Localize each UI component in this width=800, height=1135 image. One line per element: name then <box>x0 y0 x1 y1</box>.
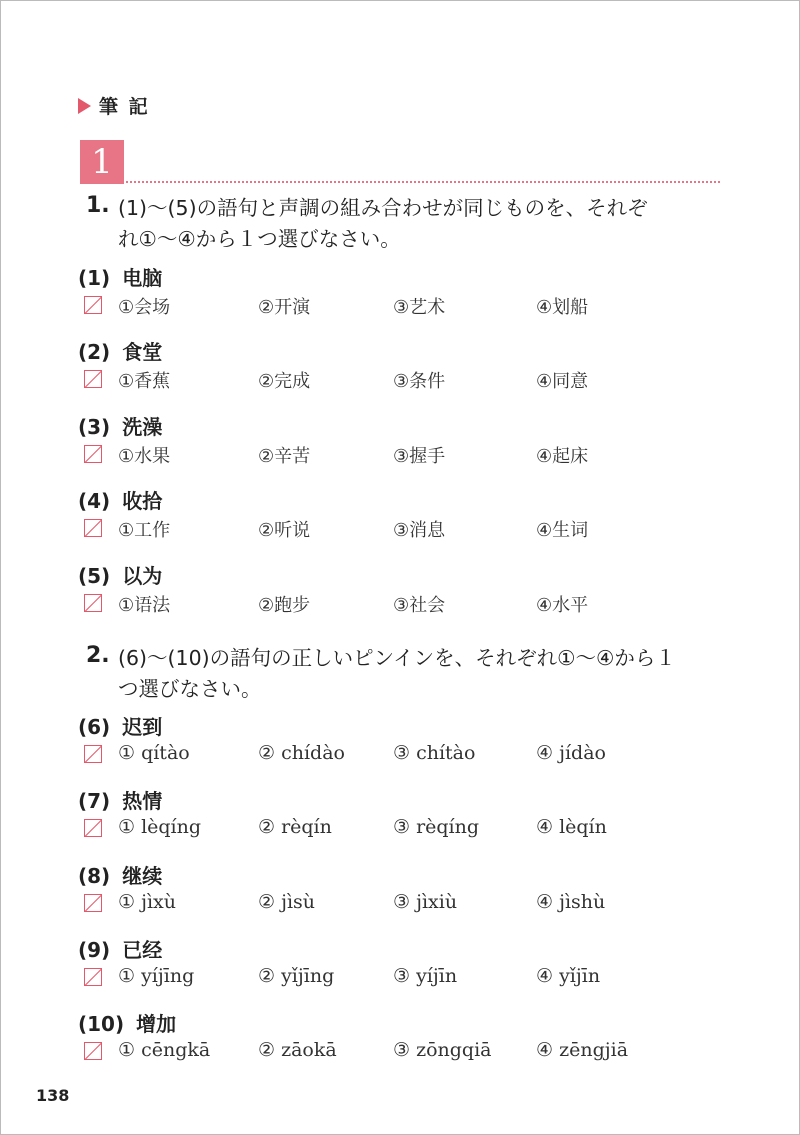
page-number: 138 <box>36 1086 70 1105</box>
item-label: (10) 增加 <box>78 1012 177 1036</box>
option-4[interactable]: ④ jídào <box>536 742 606 764</box>
question-2-text <box>118 643 738 705</box>
option-4[interactable]: ④起床 <box>536 446 589 467</box>
section-number-badge: 1 <box>80 140 124 184</box>
option-3[interactable]: ③消息 <box>393 520 446 541</box>
answer-checkbox[interactable] <box>84 968 102 986</box>
option-4[interactable]: ④ yǐjīn <box>536 965 601 987</box>
answer-checkbox[interactable] <box>84 594 102 612</box>
option-3[interactable]: ③ chítào <box>393 742 476 764</box>
answer-checkbox[interactable] <box>84 370 102 388</box>
question-2-text-line2: つ選びなさい。 <box>118 677 262 701</box>
option-1[interactable]: ①香蕉 <box>118 371 171 392</box>
option-3[interactable]: ③ zōngqiā <box>393 1039 492 1061</box>
option-4[interactable]: ④水平 <box>536 595 589 616</box>
item-label: (7) 热情 <box>78 789 163 813</box>
question-1-text-line1: (1)〜(5)の語句と声調の組み合わせが同じものを、それぞ <box>118 196 648 220</box>
item-label: (5) 以为 <box>78 564 163 588</box>
option-2[interactable]: ②辛苦 <box>258 446 311 467</box>
option-2[interactable]: ② yǐjīng <box>258 965 335 987</box>
option-1[interactable]: ① lèqíng <box>118 816 202 838</box>
option-2[interactable]: ② zāokā <box>258 1039 337 1061</box>
option-4[interactable]: ④划船 <box>536 297 589 318</box>
question-1-text <box>118 193 738 255</box>
option-1[interactable]: ①水果 <box>118 446 171 467</box>
option-3[interactable]: ③ rèqíng <box>393 816 480 838</box>
page-heading <box>78 92 150 119</box>
question-2-number: 2. <box>86 643 110 668</box>
answer-checkbox[interactable] <box>84 894 102 912</box>
item-label: (3) 洗澡 <box>78 415 163 439</box>
option-2[interactable]: ② jìsù <box>258 891 316 913</box>
item-label: (1) 电脑 <box>78 266 163 290</box>
option-3[interactable]: ③ jìxiù <box>393 891 458 913</box>
dotted-divider <box>126 181 720 183</box>
answer-checkbox[interactable] <box>84 1042 102 1060</box>
item-label: (2) 食堂 <box>78 340 163 364</box>
item-label: (9) 已经 <box>78 938 163 962</box>
option-3[interactable]: ③ yíjīn <box>393 965 458 987</box>
item-10 <box>78 1008 758 1068</box>
option-4[interactable]: ④ zēngjiā <box>536 1039 629 1061</box>
option-1[interactable]: ① jìxù <box>118 891 176 913</box>
item-4 <box>78 485 758 545</box>
item-8 <box>78 860 758 920</box>
option-3[interactable]: ③艺术 <box>393 297 446 318</box>
option-2[interactable]: ②开演 <box>258 297 311 318</box>
item-2 <box>78 336 758 396</box>
question-1-text-line2: れ①〜④から１つ選びなさい。 <box>118 227 401 251</box>
option-1[interactable]: ①工作 <box>118 520 171 541</box>
answer-checkbox[interactable] <box>84 296 102 314</box>
option-1[interactable]: ① yíjīng <box>118 965 195 987</box>
item-9 <box>78 934 758 994</box>
option-1[interactable]: ① cēngkā <box>118 1039 211 1061</box>
heading-text: 筆 記 <box>99 96 150 118</box>
option-3[interactable]: ③条件 <box>393 371 446 392</box>
option-3[interactable]: ③社会 <box>393 595 446 616</box>
item-1 <box>78 262 758 322</box>
item-5 <box>78 560 758 620</box>
option-2[interactable]: ②听说 <box>258 520 311 541</box>
item-3 <box>78 411 758 471</box>
option-1[interactable]: ① qítào <box>118 742 190 764</box>
answer-checkbox[interactable] <box>84 745 102 763</box>
answer-checkbox[interactable] <box>84 519 102 537</box>
triangle-bullet-icon <box>78 98 91 114</box>
option-3[interactable]: ③握手 <box>393 446 446 467</box>
option-4[interactable]: ④生词 <box>536 520 589 541</box>
item-7 <box>78 785 758 845</box>
option-4[interactable]: ④ jìshù <box>536 891 606 913</box>
item-label: (8) 继续 <box>78 864 163 888</box>
option-1[interactable]: ①会场 <box>118 297 171 318</box>
answer-checkbox[interactable] <box>84 819 102 837</box>
answer-checkbox[interactable] <box>84 445 102 463</box>
item-label: (4) 收拾 <box>78 489 163 513</box>
option-2[interactable]: ②跑步 <box>258 595 311 616</box>
item-6 <box>78 711 758 771</box>
question-2-text-line1: (6)〜(10)の語句の正しいピンインを、それぞれ①〜④から１ <box>118 646 676 670</box>
option-2[interactable]: ② rèqín <box>258 816 332 838</box>
option-4[interactable]: ④同意 <box>536 371 589 392</box>
question-1-number: 1. <box>86 193 110 218</box>
option-4[interactable]: ④ lèqín <box>536 816 607 838</box>
item-label: (6) 迟到 <box>78 715 163 739</box>
option-1[interactable]: ①语法 <box>118 595 171 616</box>
option-2[interactable]: ②完成 <box>258 371 311 392</box>
option-2[interactable]: ② chídào <box>258 742 345 764</box>
